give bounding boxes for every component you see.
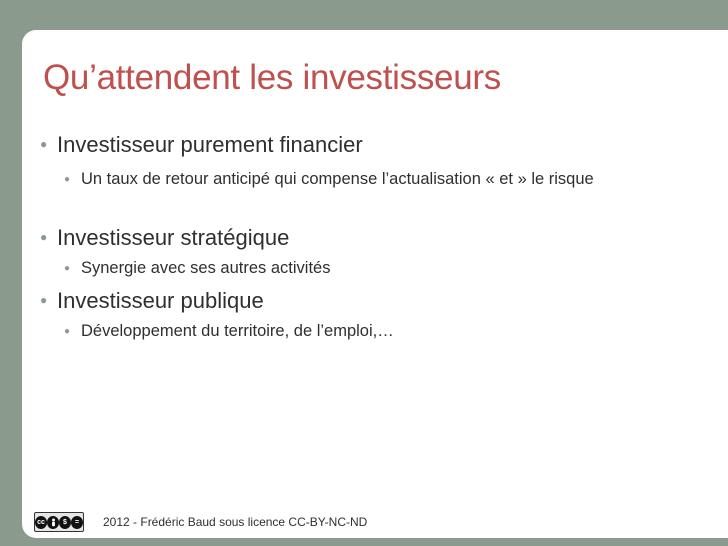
sub-bullet-label: Développement du territoire, de l’emploi,… — [81, 322, 394, 340]
bullet-icon: ● — [40, 293, 48, 307]
bullet-label: Investisseur purement financier — [57, 132, 363, 157]
sub-bullet-item — [64, 170, 664, 189]
footer-text: 2012 - Frédéric Baud sous licence CC-BY-NC-ND — [103, 515, 368, 529]
cc-icon: cc — [35, 516, 47, 529]
sub-bullet-item — [64, 259, 664, 278]
slide-title: Qu’attendent les investisseurs — [43, 58, 501, 97]
sub-bullet-label: Synergie avec ses autres activités — [81, 259, 331, 277]
bullet-icon: ● — [40, 230, 48, 244]
footer — [34, 512, 367, 532]
bullet-icon: ● — [64, 263, 71, 274]
nd-icon: = — [71, 516, 83, 529]
cc-license-badge — [34, 512, 84, 532]
sub-bullet-item — [64, 322, 664, 341]
sub-bullet-label: Un taux de retour anticipé qui compense l’actualisation « et » le risque — [81, 170, 594, 188]
bullet-item — [40, 225, 289, 251]
by-icon — [47, 516, 59, 529]
bullet-item — [40, 288, 264, 314]
nc-icon: $ — [59, 516, 71, 529]
bullet-label: Investisseur stratégique — [57, 225, 290, 250]
bullet-label: Investisseur publique — [57, 288, 264, 313]
bullet-icon: ● — [40, 137, 48, 151]
bullet-item — [40, 132, 363, 158]
bullet-icon: ● — [64, 326, 71, 337]
slide — [22, 30, 728, 538]
bullet-icon: ● — [64, 174, 71, 185]
